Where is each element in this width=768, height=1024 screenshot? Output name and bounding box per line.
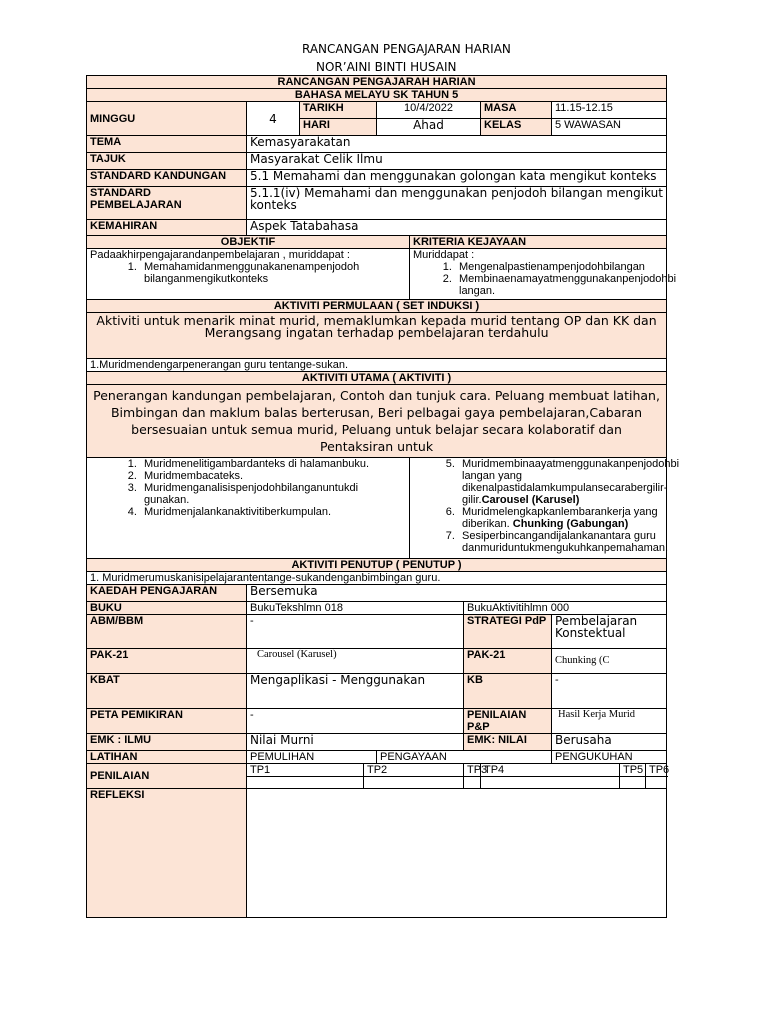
emk-nilai-value: Berusaha	[552, 734, 667, 751]
tp1-value	[247, 777, 364, 789]
utama-item: 2. Muridmembacateks.	[140, 470, 406, 482]
permulaan-row	[87, 359, 667, 372]
tp2-cell: TP2	[364, 764, 464, 777]
pak-label-2: PAK-21	[464, 649, 552, 674]
utama-item-text: Muridmelengkapkanlembarankerja yang diberikan.	[462, 506, 658, 530]
carousel-label: Carousel (Karusel)	[481, 494, 580, 506]
kriteria-intro: Muriddapat :	[413, 249, 475, 261]
kaedah-value: Bersemuka	[247, 585, 667, 602]
abm-row	[87, 615, 667, 649]
permulaan-description: Aktiviti untuk menarik minat murid, memaklumkan kepada murid tentang OP dan KK dan Merangsang ingatan terhadap pembelajaran terdahulu	[87, 313, 667, 359]
utama-left	[87, 458, 410, 559]
utama-item	[458, 506, 663, 530]
penutup-header-row	[87, 559, 667, 572]
tp6-cell: TP6	[646, 764, 667, 777]
buku-label: BUKU	[87, 602, 247, 615]
chunking-label: Chunking (Gabungan)	[512, 518, 629, 530]
pak-value-2: Chunking (C	[552, 649, 667, 674]
kemahiran-value: Aspek Tatabahasa	[247, 220, 667, 236]
penutup-label: AKTIVITI PENUTUP ( PENUTUP )	[87, 559, 667, 572]
kemahiran-label: KEMAHIRAN	[87, 220, 247, 236]
latihan-row	[87, 751, 667, 764]
tp3-value	[464, 777, 481, 789]
kriteria-item: 2. Membinaenamayatmenggunakanpenjodohbi langan.	[455, 273, 663, 297]
strategi-value: Pembelajaran Konstektual	[552, 615, 667, 649]
refleksi-value	[247, 789, 667, 918]
permulaan-header-row	[87, 300, 667, 313]
masa-value: 11.15-12.15	[552, 102, 667, 119]
emk-nilai-label: EMK: NILAI	[464, 734, 552, 751]
tarikh-label: TARIKH	[300, 102, 377, 119]
penilaian-pdp-label: PENILAIAN P&P	[464, 709, 552, 734]
tajuk-value: Masyarakat Celik Ilmu	[247, 153, 667, 170]
kb-value: -	[552, 674, 667, 709]
buku-teks-value: BukuTekshlmn 018	[247, 602, 464, 615]
tp2-value	[364, 777, 464, 789]
pak-row	[87, 649, 667, 674]
utama-item: 7. Sesiperbincangandijalankanantara guru danmuriduntukmengukuhkanpemahaman.	[458, 530, 663, 554]
tema-row	[87, 136, 667, 153]
kriteria-item: 1. Mengenalpastienampenjodohbilangan	[455, 261, 663, 273]
refleksi-row	[87, 789, 667, 918]
permulaan-desc-row	[87, 313, 667, 359]
teacher-name: NOR’AINI BINTI HUSAIN	[316, 60, 457, 74]
kbat-value: Mengaplikasi - Menggunakan	[247, 674, 464, 709]
lesson-plan-table	[86, 75, 680, 918]
kb-label: KB	[464, 674, 552, 709]
subheader-row	[87, 89, 667, 102]
emk-ilmu-label: EMK : ILMU	[87, 734, 247, 751]
document-title: RANCANGAN PENGAJARAN HARIAN	[302, 42, 511, 56]
buku-aktiviti-value: BukuAktivitihlmn 000	[464, 602, 667, 615]
emk-ilmu-value: Nilai Murni	[247, 734, 464, 751]
sk-row	[87, 170, 667, 187]
penutup-row	[87, 572, 667, 585]
permulaan-label: AKTIVITI PERMULAAN ( SET INDUKSI )	[87, 300, 667, 313]
refleksi-label: REFLEKSI	[87, 789, 247, 918]
strategi-label: STRATEGI PdP	[464, 615, 552, 649]
abm-label: ABM/BBM	[87, 615, 247, 649]
header-row	[87, 76, 667, 89]
sk-label: STANDARD KANDUNGAN	[87, 170, 247, 187]
kbat-row	[87, 674, 667, 709]
tp1-cell: TP1	[247, 764, 364, 777]
kelas-label: KELAS	[481, 119, 552, 136]
utama-item-text: Muridmembinaayatmenggunakanpenjodohbi langan yang dikenalpastidalamkumpulansecarabergilir-gilir.	[462, 458, 680, 506]
tp5-value	[620, 777, 646, 789]
kelas-value: 5 WAWASAN	[552, 119, 667, 136]
penilaian-label: PENILAIAN	[87, 764, 247, 789]
sp-label: STANDARD PEMBELAJARAN	[87, 187, 247, 220]
utama-item: 3. Muridmenganalisispenjodohbilanganuntukdi gunakan.	[140, 482, 406, 506]
kaedah-label: KAEDAH PENGAJARAN	[87, 585, 247, 602]
penutup-text: 1. Muridmerumuskanisipelajarantentange-sukandenganbimbingan guru.	[87, 572, 667, 585]
tema-value: Kemasyarakatan	[247, 136, 667, 153]
pemulihan-label: PEMULIHAN	[247, 751, 377, 764]
sp-row	[87, 187, 667, 220]
kbat-label: KBAT	[87, 674, 247, 709]
tp5-cell: TP5	[620, 764, 646, 777]
tajuk-label: TAJUK	[87, 153, 247, 170]
utama-item: 1. Muridmenelitigambardanteks di halamanbuku.	[140, 458, 406, 470]
table-title: RANCANGAN PENGAJARAH HARIAN	[87, 76, 667, 89]
tp4-cell: TP4	[481, 764, 620, 777]
table-subtitle: BAHASA MELAYU SK TAHUN 5	[87, 89, 667, 102]
peta-value: -	[247, 709, 464, 734]
objektif-label: OBJEKTIF	[87, 236, 410, 249]
pengukuhan-label: PENGUKUHAN	[552, 751, 667, 764]
sp-value: 5.1.1(iv) Memahami dan menggunakan penjodoh bilangan mengikut konteks	[247, 187, 667, 220]
objektif-row	[87, 249, 667, 300]
minggu-value: 4	[247, 102, 300, 136]
utama-item: 4. Muridmenjalankanaktivitiberkumpulan.	[140, 506, 406, 518]
utama-description: Penerangan kandungan pembelajaran, Contoh dan tunjuk cara. Peluang membuat latihan, Bimbingan dan maklum balas berterusan, Beri pelbagai gaya pembelajaran,Cabaran bersesuaian untuk semua murid, Peluang untuk belajar secara kolaboratif dan Pentaksiran untuk	[87, 385, 667, 458]
peta-row	[87, 709, 667, 734]
pak-value-1: Carousel (Karusel)	[247, 649, 464, 674]
utama-row	[87, 458, 667, 559]
objektif-content	[87, 249, 410, 300]
tema-label: TEMA	[87, 136, 247, 153]
permulaan-text: 1.Muridmendengarpenerangan guru tentange-sukan.	[87, 359, 667, 372]
tp3-cell: TP3	[464, 764, 481, 777]
utama-desc-row	[87, 385, 667, 458]
latihan-label: LATIHAN	[87, 751, 247, 764]
minggu-label: MINGGU	[87, 102, 247, 136]
kriteria-label: KRITERIA KEJAYAAN	[410, 236, 667, 249]
tp-row	[87, 764, 667, 777]
utama-label: AKTIVITI UTAMA ( AKTIVITI )	[87, 372, 667, 385]
masa-label: MASA	[481, 102, 552, 119]
objektif-intro: Padaakhirpengajarandanpembelajaran , muriddapat :	[90, 249, 350, 261]
objektif-item: 1. Memahamidanmenggunakanenampenjodoh bilanganmengikutkonteks	[140, 261, 406, 285]
utama-item	[458, 458, 680, 506]
hari-value: Ahad	[377, 119, 481, 136]
utama-header-row	[87, 372, 667, 385]
sk-value: 5.1 Memahami dan menggunakan golongan kata mengikut konteks	[247, 170, 667, 187]
buku-row	[87, 602, 667, 615]
tp6-value	[646, 777, 667, 789]
kriteria-content	[410, 249, 677, 300]
penilaian-pdp-value: Hasil Kerja Murid	[552, 709, 667, 734]
tp4-value	[481, 777, 620, 789]
tajuk-row	[87, 153, 667, 170]
pengayaan-label: PENGAYAAN	[377, 751, 552, 764]
kaedah-row	[87, 585, 667, 602]
utama-right	[410, 458, 680, 559]
objektif-header-row	[87, 236, 667, 249]
abm-value: -	[247, 615, 464, 649]
pak-label: PAK-21	[87, 649, 247, 674]
hari-label: HARI	[300, 119, 377, 136]
kemahiran-row	[87, 220, 667, 236]
emk-row	[87, 734, 667, 751]
tarikh-value: 10/4/2022	[377, 102, 481, 119]
peta-label: PETA PEMIKIRAN	[87, 709, 247, 734]
info-row-1	[87, 102, 667, 119]
